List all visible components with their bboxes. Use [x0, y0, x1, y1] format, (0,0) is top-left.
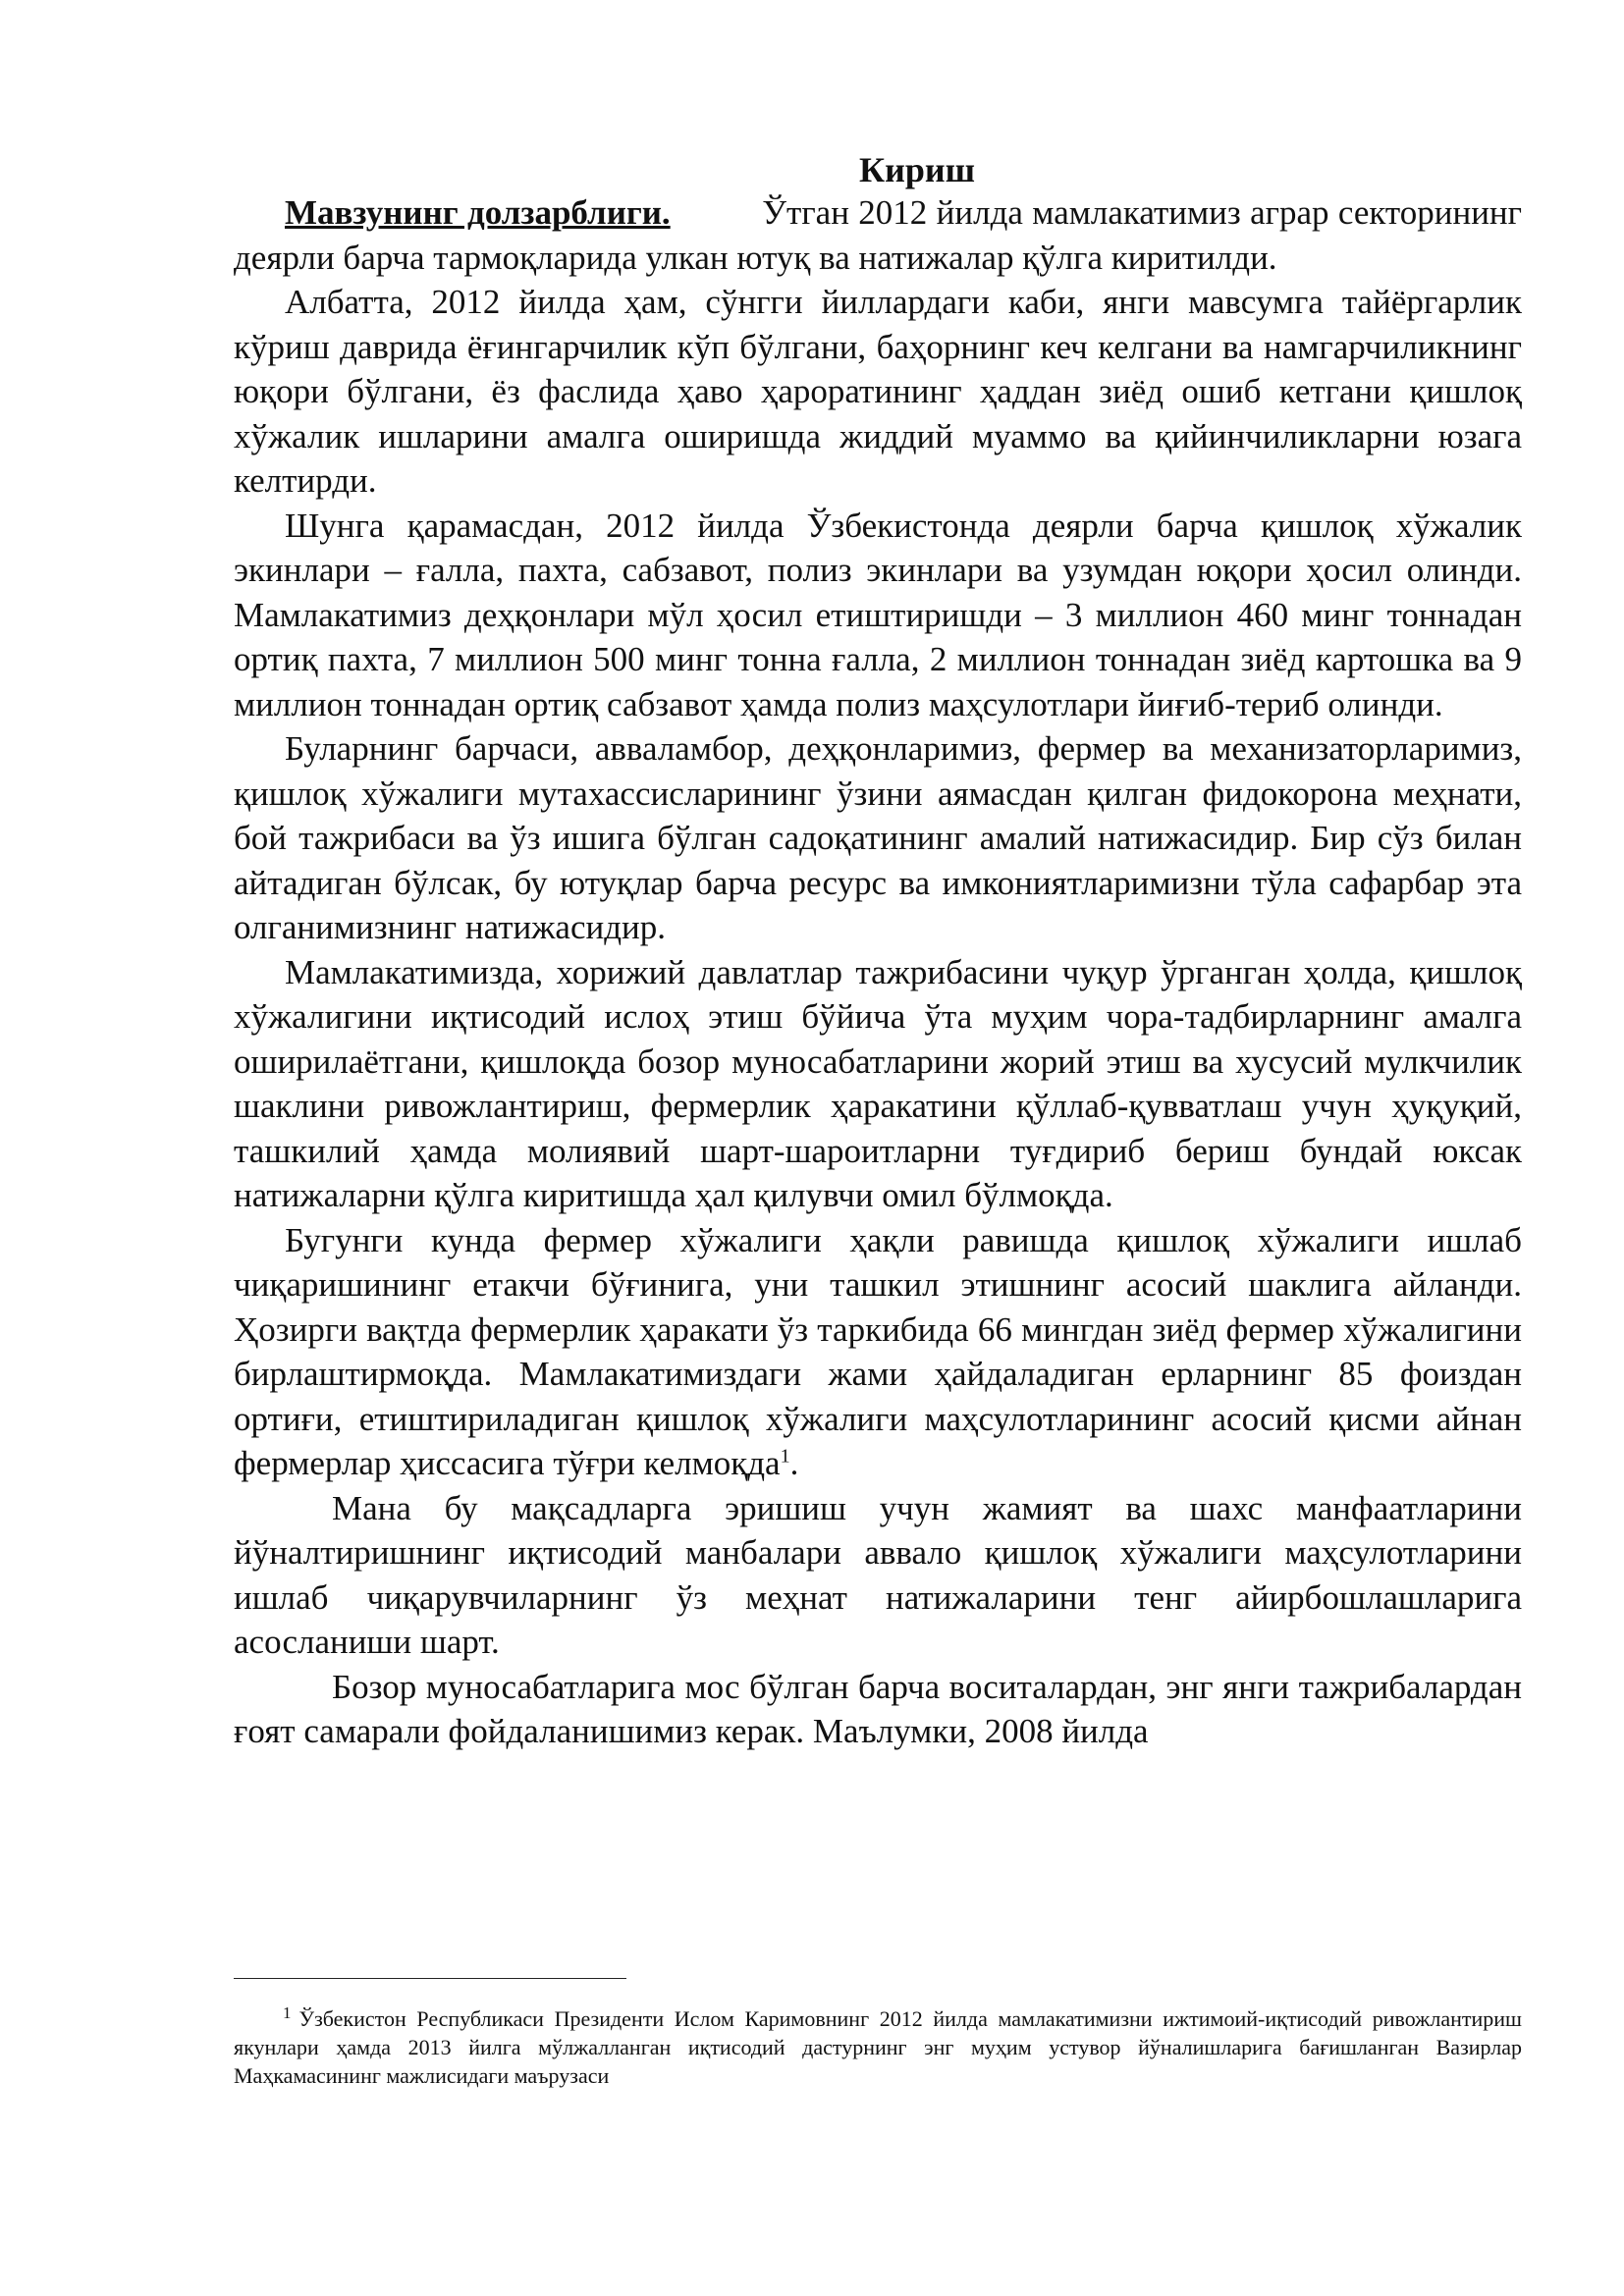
paragraph-goals: Мана бу мақсадларга эришиш учун жамият ва шахс манфаатларини йўналтиришнинг иқтисодий манбалари аввало қишлоқ хўжалиги маҳсулотларини ишлаб чиқарувчиларнинг ўз меҳнат натижаларини тенг айирбошлашларига асосланиши шарт. [234, 1488, 1522, 1661]
footnote-separator [234, 1978, 626, 1979]
footnote-reference[interactable]: 1 [780, 1445, 790, 1468]
paragraph-weather: Албатта, 2012 йилда ҳам, сўнгги йиллардаги каби, янги мавсумга тайёргарлик кўриш даврида ёғингарчилик кўп бўлгани, баҳорнинг кеч келгани ва намгарчиликнинг юқори бўлгани, ёз фаслида ҳаво ҳароратининг ҳаддан зиёд ошиб кетгани қишлоқ хўжалик ишларини амалга оширишда жиддий муаммо ва қийинчиликларни юзага келтирди. [234, 283, 1522, 500]
document-body [234, 147, 1522, 1754]
relevance-text: Ўтган 2012 йилда мамлакатимиз аграр секторининг деярли барча тармоқларида улкан ютуқ ва натижалар қўлга киритилди. [234, 193, 1523, 277]
page-title: Кириш [858, 150, 975, 189]
paragraph-market: Бозор муносабатларига мос бўлган барча воситалардан, энг янги тажрибалардан ғоят самарали фойдаланишимиз керак. Маълумки, 2008 йилда [234, 1667, 1522, 1750]
paragraph-farmers: Буларнинг барчаси, авваламбор, деҳқонларимиз, фермер ва механизаторларимиз, қишлоқ хўжалиги мутахассисларининг ўзини аямасдан қилган фидокорона меҳнати, бой тажрибаси ва ўз ишига бўлган садоқатининг амалий натижасидир. Бир сўз билан айтадиган бўлсак, бу ютуқлар барча ресурс ва имкониятларимизни тўла сафарбар эта олганимизнинг натижасидир. [234, 729, 1522, 946]
footnote-number: 1 [283, 2002, 292, 2022]
paragraph-harvest: Шунга қарамасдан, 2012 йилда Ўзбекистонда деярли барча қишлоқ хўжалик экинлари – ғалла, пахта, сабзавот, полиз экинлари ва узумдан юқори ҳосил олинди. Мамлакатимиз деҳқонлари мўл ҳосил етиштиришди – 3 миллион 460 минг тоннадан ортиқ пахта, 7 миллион 500 минг тонна ғалла, 2 миллион тоннадан зиёд картошка ва 9 миллион тоннадан ортиқ сабзавот ҳамда полиз маҳсулотлари йиғиб-териб олинди. [234, 506, 1522, 723]
footnote [234, 2004, 1522, 2090]
farm-movement-text: Бугунги кунда фермер хўжалиги ҳақли равишда қишлоқ хўжалиги ишлаб чиқаришининг етакчи бўғинига, уни ташкил этишнинг асосий шаклига айланди. Ҳозирги вақтда фермерлик ҳаракати ўз таркибида 66 мингдан зиёд фермер хўжалигини бирлаштирмоқда. Мамлакатимиздаги жами ҳайдаладиган ерларнинг 85 фоиздан ортиғи, етиштириладиган қишлоқ хўжалиги маҳсулотларининг асосий қисми айнан фермерлар ҳиссасига тўғри келмоқда [234, 1220, 1522, 1482]
paragraph-reforms: Мамлакатимизда, хорижий давлатлар тажрибасини чуқур ўрганган ҳолда, қишлоқ хўжалигини иқтисодий ислоҳ этиш бўйича ўта муҳим чора-тадбирларнинг амалга оширилаётгани, қишлоқда бозор муносабатларини жорий этиш ва хусусий мулкчилик шаклини ривожлантириш, фермерлик ҳаракатини қўллаб-қувватлаш учун ҳуқуқий, ташкилий ҳамда молиявий шарт-шароитларни туғдириб бериш бундай юксак натижаларни қўлга киритишда ҳал қилувчи омил бўлмоқда. [234, 952, 1522, 1214]
relevance-label: Мавзунинг долзарблиги. [285, 193, 671, 232]
paragraph-relevance [234, 190, 1522, 280]
paragraph-farm-movement [234, 1218, 1522, 1486]
footnote-text: Ўзбекистон Республикаси Президенти Ислом Каримовнинг 2012 йилда мамлакатимизни ижтимоий-иқтисодий ривожлантириш якунлари ҳамда 2013 йилга мўлжалланган иқтисодий дастурнинг энг муҳим устувор йўналишларига бағишланган Вазирлар Маҳкамасининг мажлисидаги маърузаси [234, 2006, 1522, 2088]
farm-movement-end: . [789, 1444, 799, 1482]
